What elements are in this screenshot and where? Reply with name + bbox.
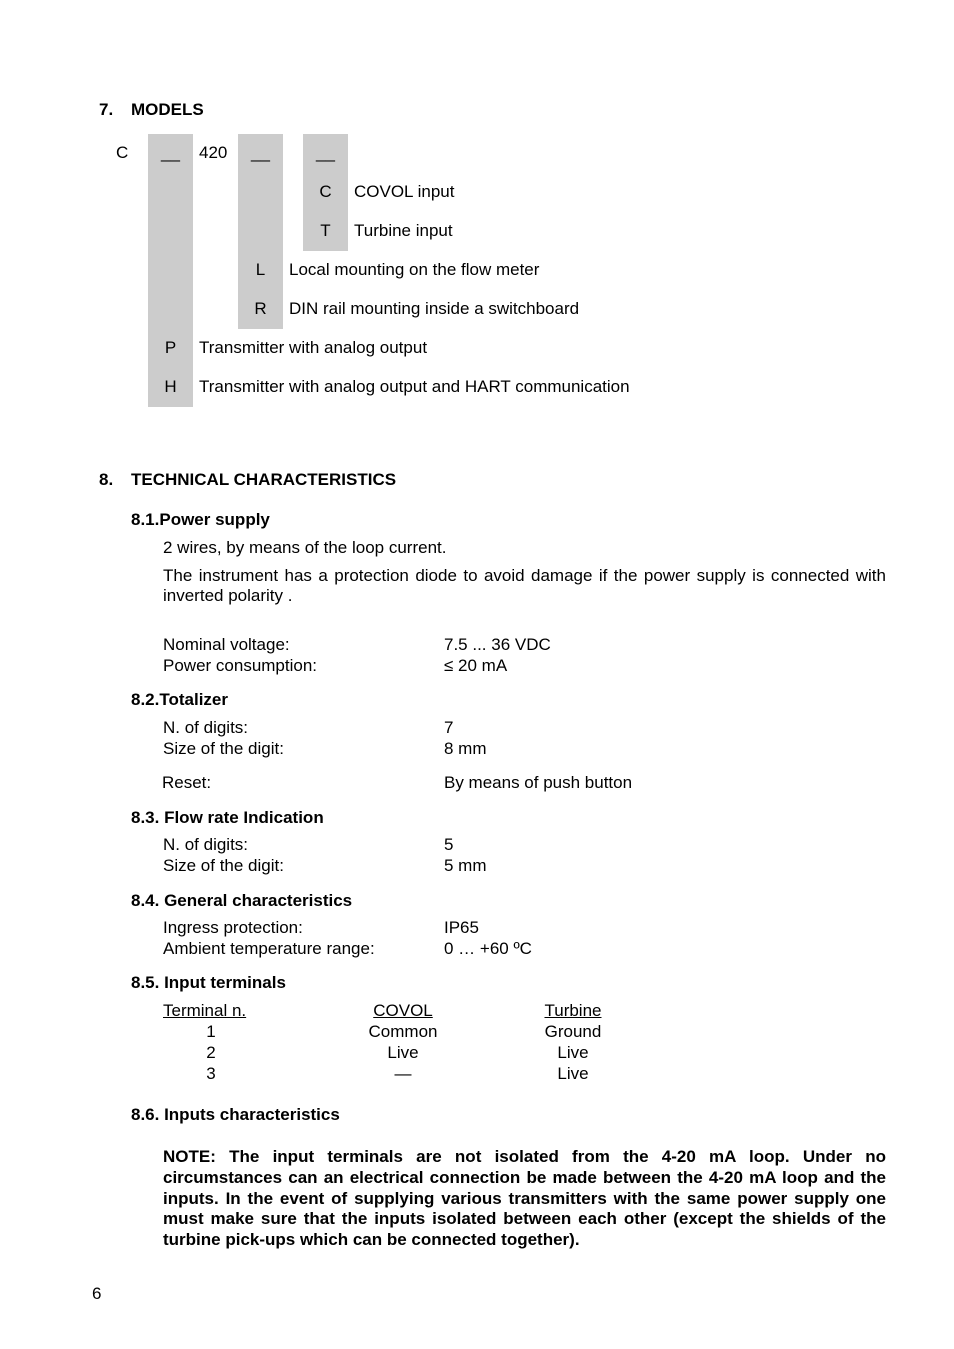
terminal-table-header: Terminal n. xyxy=(163,1001,247,1020)
subsection-title-8-4: 8.4. General characteristics xyxy=(131,891,353,910)
option-text: Turbine input xyxy=(354,221,453,240)
inputs-note: NOTE: The input terminals are not isolated from the 4-20 mA loop. Under no circumstances can an electrical connection be made between the 4-20 mA loop and the inputs. In the event of supplying various transmitters with the same power supply one must make sure that the inputs isolated between each other (except the shields of the turbine pick-ups which can be connected together). xyxy=(163,1147,886,1250)
option-code: L xyxy=(255,260,266,279)
terminal-table-cell: Live xyxy=(557,1043,589,1062)
option-code: P xyxy=(164,338,177,357)
spec-value: 8 mm xyxy=(444,739,487,758)
subsection-title-8-2: 8.2.Totalizer xyxy=(131,690,228,709)
section-8-title: TECHNICAL CHARACTERISTICS xyxy=(131,470,397,489)
spec-label: Ingress protection: xyxy=(163,918,303,937)
subsection-title-8-3: 8.3. Flow rate Indication xyxy=(131,808,324,827)
subsection-title-8-6: 8.6. Inputs characteristics xyxy=(131,1105,340,1124)
terminal-table-cell: Common xyxy=(368,1022,438,1041)
page-number: 6 xyxy=(92,1284,102,1303)
terminal-table-cell: Live xyxy=(387,1043,419,1062)
option-text: Transmitter with analog output xyxy=(199,338,428,357)
spec-value: IP65 xyxy=(444,918,479,937)
spec-value: 7.5 ... 36 VDC xyxy=(444,635,551,654)
spec-value: 7 xyxy=(444,718,454,737)
section-7-title: MODELS xyxy=(131,100,204,119)
spec-value: 5 mm xyxy=(444,856,487,875)
spec-label: N. of digits: xyxy=(163,718,249,737)
terminal-table-header: Turbine xyxy=(544,1001,602,1020)
spec-value: By means of push button xyxy=(444,773,633,792)
spec-label: Nominal voltage: xyxy=(163,635,290,654)
option-text: COVOL input xyxy=(354,182,455,201)
power-supply-line-2: The instrument has a protection diode to avoid damage if the power supply is connected with inverted polarity . xyxy=(163,566,886,605)
code-slot-2: __ xyxy=(251,143,270,162)
section-8-number: 8. xyxy=(99,470,114,489)
spec-label: N. of digits: xyxy=(163,835,249,854)
option-code: R xyxy=(254,299,267,318)
spec-value: 0 … +60 ºC xyxy=(444,939,532,958)
terminal-table-cell: — xyxy=(394,1064,412,1083)
option-text: DIN rail mounting inside a switchboard xyxy=(289,299,580,318)
spec-value: 5 xyxy=(444,835,454,854)
terminal-table-header: COVOL xyxy=(373,1001,433,1020)
spec-label: Ambient temperature range: xyxy=(163,939,375,958)
option-text: Transmitter with analog output and HART communication xyxy=(199,377,630,396)
terminal-table-cell: 1 xyxy=(206,1022,216,1041)
spec-label: Power consumption: xyxy=(163,656,318,675)
section-7-number: 7. xyxy=(99,100,114,119)
spec-value: ≤ 20 mA xyxy=(444,656,508,675)
power-supply-line-1: 2 wires, by means of the loop current. xyxy=(163,538,447,557)
option-code: C xyxy=(319,182,332,201)
code-slot-1: __ xyxy=(161,143,180,162)
code-slot-3: __ xyxy=(316,143,335,162)
subsection-title-8-1: 8.1.Power supply xyxy=(131,510,270,529)
subsection-title-8-5: 8.5. Input terminals xyxy=(131,973,286,992)
code-slot-1-column xyxy=(148,134,193,407)
terminal-table-cell: 2 xyxy=(206,1043,216,1062)
spec-label: Size of the digit: xyxy=(163,739,284,758)
terminal-table-cell: 3 xyxy=(206,1064,216,1083)
option-text: Local mounting on the flow meter xyxy=(289,260,540,279)
code-prefix: C xyxy=(116,143,129,162)
spec-label: Reset: xyxy=(162,773,212,792)
spec-label: Size of the digit: xyxy=(163,856,284,875)
option-code: H xyxy=(164,377,177,396)
code-mid: 420 xyxy=(199,143,228,162)
terminal-table-cell: Live xyxy=(557,1064,589,1083)
option-code: T xyxy=(320,221,331,240)
terminal-table-cell: Ground xyxy=(544,1022,602,1041)
